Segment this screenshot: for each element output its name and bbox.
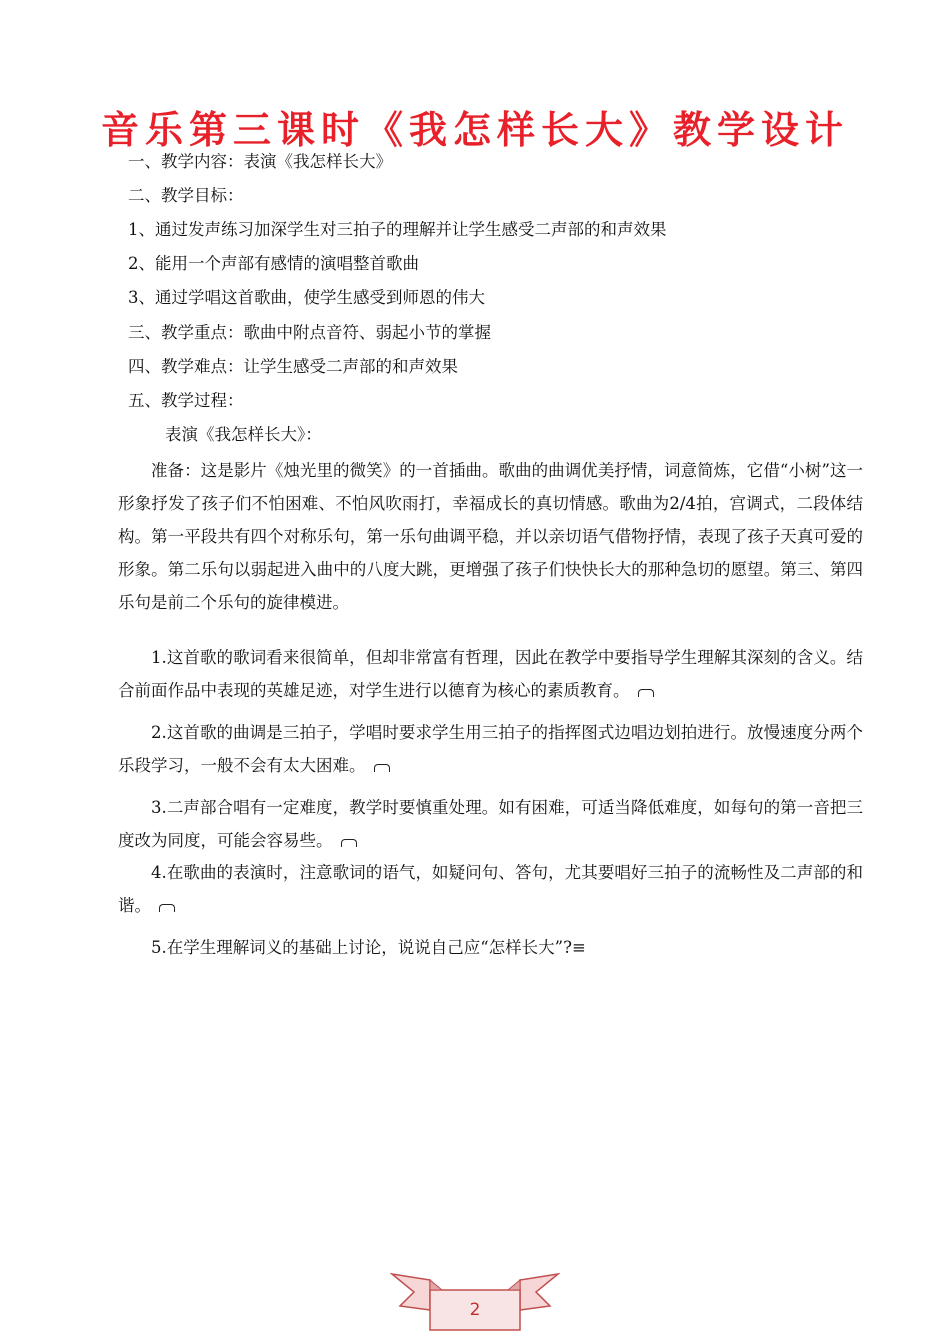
section-content: 一、教学内容：表演《我怎样长大》 bbox=[128, 152, 392, 171]
page-number: 2 bbox=[469, 1300, 481, 1320]
teaching-point-3-text: 3.二声部合唱有一定难度，教学时要慎重处理。如有困难，可适当降低难度，如每句的第一音把三度改为同度，可能会容易些。 bbox=[118, 798, 863, 850]
paragraph-mark-icon bbox=[341, 839, 357, 847]
section-key-points: 三、教学重点：歌曲中附点音符、弱起小节的掌握 bbox=[128, 323, 491, 342]
teaching-point-3 bbox=[118, 791, 863, 857]
preparation-paragraph: 准备：这是影片《烛光里的微笑》的一首插曲。歌曲的曲调优美抒情，词意简炼，它借“小树”这一形象抒发了孩子们不怕困难、不怕风吹雨打，幸福成长的真切情感。歌曲为2/4拍，宫调式，二段体结构。第一平段共有四个对称乐句，第一乐句曲调平稳，并以亲切语气借物抒情，表现了孩子天真可爱的形象。第二乐句以弱起进入曲中的八度大跳，更增强了孩子们快快长大的那种急切的愿望。第三、第四乐句是前二个乐句的旋律模进。 bbox=[118, 461, 863, 612]
objective-1: 1、通过发声练习加深学生对三拍子的理解并让学生感受二声部的和声效果 bbox=[128, 220, 667, 239]
teaching-point-4-text: 4.在歌曲的表演时，注意歌词的语气，如疑问句、答句，尤其要唱好三拍子的流畅性及二声部的和谐。 bbox=[118, 863, 863, 915]
paragraph-mark-icon bbox=[638, 689, 654, 697]
section-process: 五、教学过程： bbox=[128, 391, 244, 410]
teaching-point-2 bbox=[118, 716, 863, 782]
teaching-point-4 bbox=[118, 856, 863, 922]
teaching-point-5: 5.在学生理解词义的基础上讨论，说说自己应“怎样长大”?≡ bbox=[151, 938, 586, 957]
page-footer bbox=[390, 1270, 560, 1334]
teaching-point-1 bbox=[118, 641, 863, 707]
section-objectives: 二、教学目标： bbox=[128, 186, 244, 205]
paragraph-mark-icon bbox=[374, 764, 390, 772]
objective-3: 3、通过学唱这首歌曲，使学生感受到师恩的伟大 bbox=[128, 288, 485, 307]
paragraph-mark-icon bbox=[159, 904, 175, 912]
teaching-point-2-text: 2.这首歌的曲调是三拍子，学唱时要求学生用三拍子的指挥图式边唱边划拍进行。放慢速度分两个乐段学习，一般不会有太大困难。 bbox=[118, 723, 863, 775]
objective-2: 2、能用一个声部有感情的演唱整首歌曲 bbox=[128, 254, 419, 273]
section-difficulties: 四、教学难点：让学生感受二声部的和声效果 bbox=[128, 357, 458, 376]
document-title: 音乐第三课时《我怎样长大》教学设计 bbox=[100, 108, 849, 152]
teaching-point-1-text: 1.这首歌的歌词看来很简单，但却非常富有哲理，因此在教学中要指导学生理解其深刻的含义。结合前面作品中表现的英雄足迹，对学生进行以德育为核心的素质教育。 bbox=[118, 648, 863, 700]
performance-subheading: 表演《我怎样长大》： bbox=[165, 425, 322, 444]
